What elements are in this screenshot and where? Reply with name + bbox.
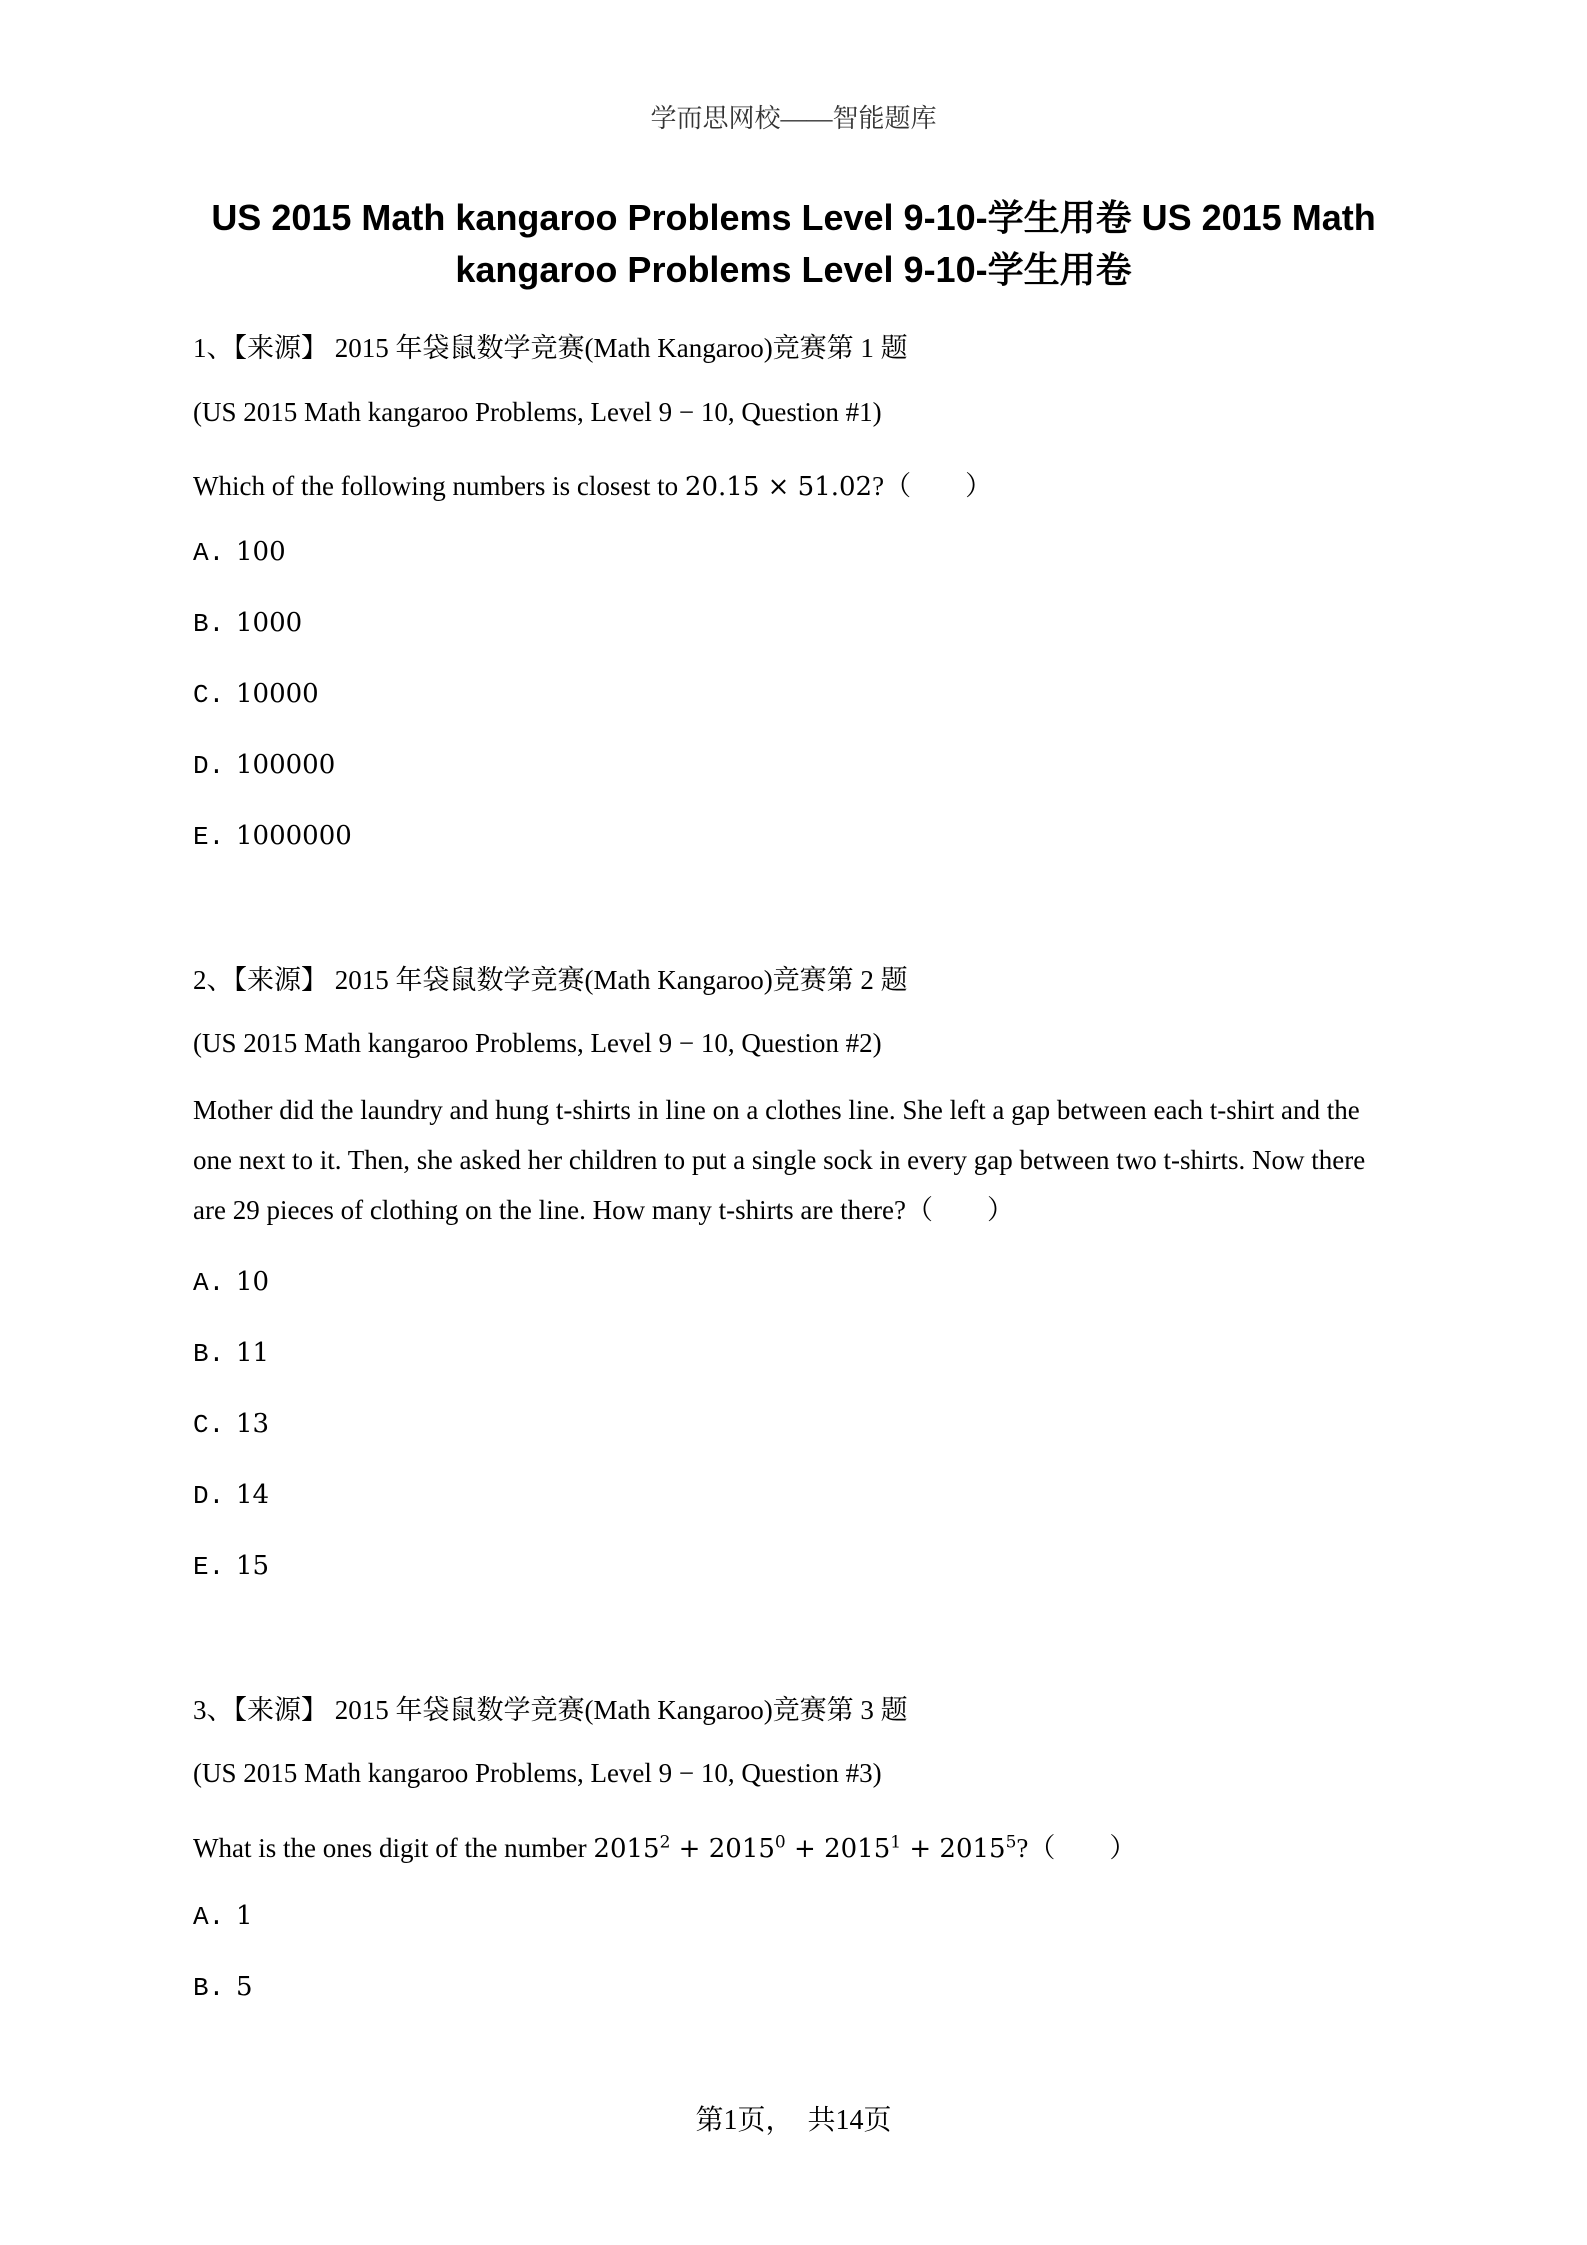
page-header: 学而思网校——智能题库 <box>650 104 937 133</box>
option-a <box>193 536 286 568</box>
option-value: 100 <box>236 537 286 567</box>
option-letter: A. <box>193 538 225 568</box>
option-value: 10000 <box>236 679 319 709</box>
option-letter: B. <box>193 609 225 639</box>
math-exponent: 0 <box>774 1832 786 1853</box>
option-value: 11 <box>236 1338 270 1368</box>
question-source: 2、【来源】 2015 年袋鼠数学竞赛(Math Kangaroo)竞赛第 2 题 <box>193 965 908 995</box>
math-exponent: 5 <box>1005 1832 1017 1853</box>
option-c <box>193 678 319 710</box>
option-value: 15 <box>236 1551 270 1581</box>
stem-text: Which of the following numbers is closest to <box>193 471 685 501</box>
math-base: 2015 <box>939 1834 1006 1864</box>
option-b <box>193 1971 253 2003</box>
option-letter: B. <box>193 1339 225 1369</box>
option-b <box>193 607 302 639</box>
option-letter: A. <box>193 1902 225 1932</box>
math-exponent: 2 <box>659 1832 671 1853</box>
option-a <box>193 1266 269 1298</box>
math-plus: + <box>670 1834 709 1864</box>
option-letter: C. <box>193 680 225 710</box>
question-stem: Mother did the laundry and hung t-shirts in line on a clothes line. She left a gap between each t-shirt and the one next to it. Then, she asked her children to put a single sock in every gap between two t-shirts. Now there are 29 pieces of clothing on the line. How many t-shirts are there?（ ） <box>193 1095 1366 1225</box>
question-source: 1、【来源】 2015 年袋鼠数学竞赛(Math Kangaroo)竞赛第 1 题 <box>193 333 908 363</box>
option-letter: C. <box>193 1410 225 1440</box>
option-value: 10 <box>236 1267 270 1297</box>
question-stem <box>193 1826 1136 1865</box>
question-subsource: (US 2015 Math kangaroo Problems, Level 9 − 10, Question #2) <box>193 1028 882 1058</box>
option-value: 14 <box>236 1480 270 1510</box>
stem-text: What is the ones digit of the number <box>193 1833 594 1863</box>
option-letter: E. <box>193 822 225 852</box>
question-source: 3、【来源】 2015 年袋鼠数学竞赛(Math Kangaroo)竞赛第 3 题 <box>193 1695 908 1725</box>
math-exponent: 1 <box>890 1832 902 1853</box>
option-value: 1000 <box>236 608 303 638</box>
option-b <box>193 1337 269 1369</box>
stem-math: 20.15 × 51.02 <box>684 472 873 502</box>
option-a <box>193 1900 253 1932</box>
stem-paren: ?（ ） <box>1016 1833 1137 1863</box>
option-value: 13 <box>236 1409 270 1439</box>
question-subsource: (US 2015 Math kangaroo Problems, Level 9 − 10, Question #1) <box>193 397 882 427</box>
option-value: 100000 <box>236 750 336 780</box>
option-e <box>193 820 352 852</box>
math-base: 2015 <box>824 1834 891 1864</box>
option-letter: D. <box>193 751 225 781</box>
math-plus: + <box>901 1834 940 1864</box>
option-e <box>193 1550 269 1582</box>
stem-paren: ?（ ） <box>872 471 993 501</box>
question-stem <box>193 464 992 503</box>
option-value: 1 <box>236 1901 253 1931</box>
option-letter: D. <box>193 1481 225 1511</box>
math-plus: + <box>785 1834 825 1864</box>
option-value: 1000000 <box>236 821 352 851</box>
option-d <box>193 1479 269 1511</box>
question-subsource: (US 2015 Math kangaroo Problems, Level 9 − 10, Question #3) <box>193 1758 882 1788</box>
stem-math <box>593 1834 1016 1864</box>
option-c <box>193 1408 269 1440</box>
page-footer: 第1页， 共14页 <box>695 2105 892 2136</box>
option-letter: B. <box>193 1973 225 2003</box>
math-base: 2015 <box>708 1834 775 1864</box>
document-title: US 2015 Math kangaroo Problems Level 9-10-学生用卷 US 2015 Math kangaroo Problems Level 9-10-学生用卷 <box>211 197 1376 290</box>
option-letter: A. <box>193 1268 225 1298</box>
option-d <box>193 749 335 781</box>
option-value: 5 <box>236 1972 253 2002</box>
math-base: 2015 <box>593 1834 660 1864</box>
option-letter: E. <box>193 1552 225 1582</box>
